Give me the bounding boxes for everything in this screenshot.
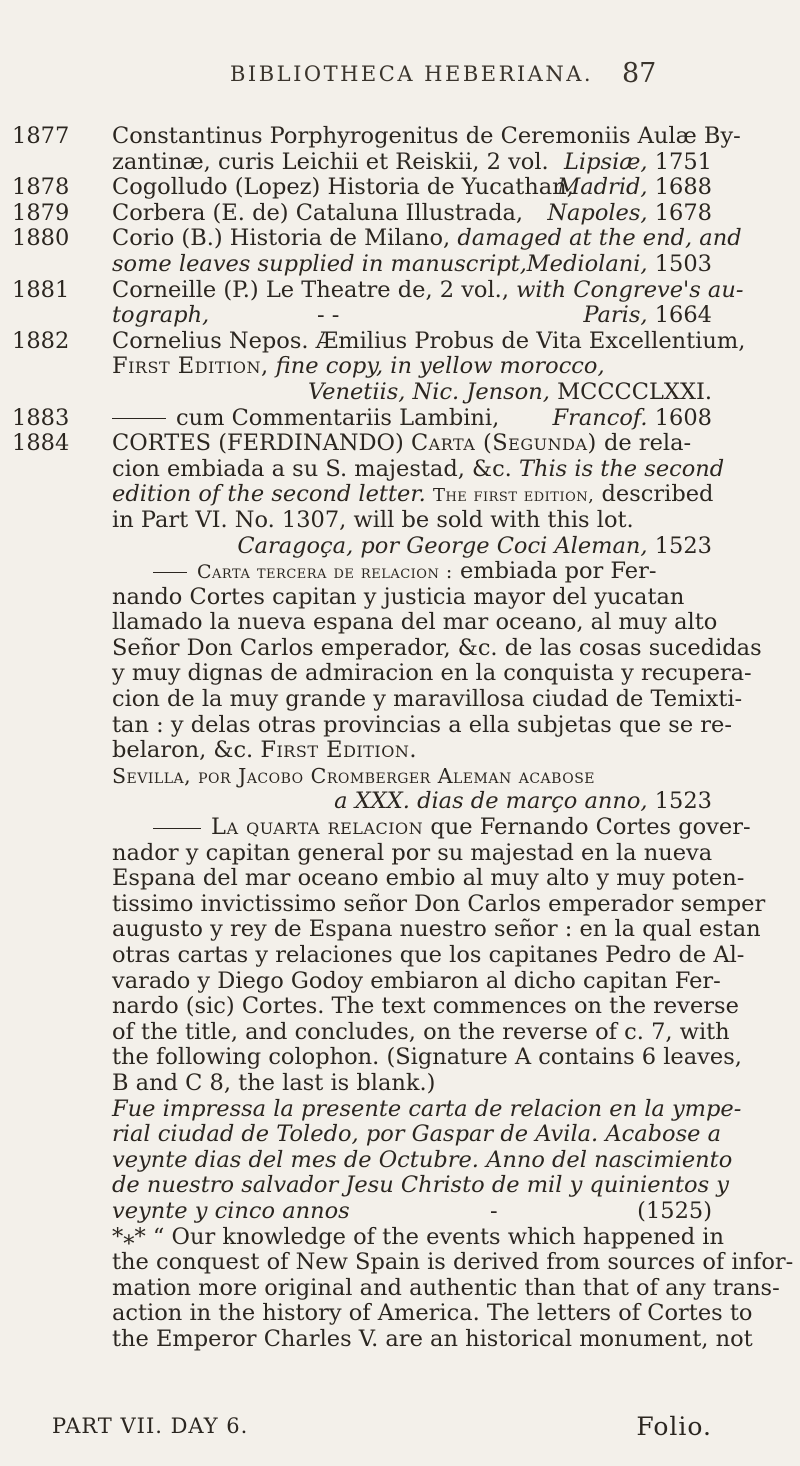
entry-line	[112, 609, 718, 636]
entry-line	[112, 711, 732, 739]
entry-year: MCCCCLXXI.	[557, 378, 712, 405]
entry-place: Napoles,	[547, 199, 648, 226]
entry-line	[112, 150, 712, 176]
entry-text: nando Cortes capitan y justicia mayor del yucatan	[112, 583, 685, 610]
note-line	[112, 1274, 780, 1302]
entry-line	[112, 534, 712, 560]
entry-line	[112, 942, 745, 969]
entry-1882	[12, 327, 746, 355]
lot-number: 1879	[12, 199, 70, 226]
entry-line	[112, 482, 712, 508]
entry-text: Espana del mar oceano embio al muy alto y muy poten-	[112, 865, 745, 892]
entry-year: 1678	[654, 199, 712, 226]
entry-text: cion de la muy grande y maravillosa ciudad de Temixti-	[112, 686, 743, 713]
entry-line	[112, 354, 712, 380]
entry-place: Venetiis, Nic. Jenson,	[307, 378, 550, 405]
note-text: mation more original and authentic than that of any trans-	[112, 1274, 780, 1301]
entry-1880	[12, 225, 742, 252]
colophon-line	[112, 1121, 722, 1148]
signature-mark: PART VII. DAY 6.	[52, 1414, 249, 1438]
entry-text: de rela-	[603, 430, 692, 457]
note-text: “ Our knowledge of the events which happened in	[152, 1223, 724, 1250]
entry-year: 1503	[654, 250, 712, 277]
entry-text: B and C 8, the last is blank.)	[112, 1069, 436, 1096]
entry-text: augusto y rey de Espana nuestro señor : en la qual estan	[112, 916, 761, 943]
entry-text: in Part VI. No. 1307, will be sold with this lot.	[112, 506, 634, 533]
entry-text: Constantinus Porphyrogenitus de Ceremoniis Aulæ By-	[112, 123, 741, 149]
edition-label: First Edition.	[260, 737, 417, 764]
lot-number: 1880	[12, 225, 70, 252]
entry-year: 1664	[654, 302, 712, 329]
entry-1881	[12, 276, 744, 304]
entry-line	[112, 738, 712, 764]
ditto-dash	[153, 828, 201, 829]
colophon-text: de nuestro salvador Jesu Christo de mil y quinientos y	[112, 1172, 730, 1199]
entry-text: belaron, &c.	[112, 737, 254, 764]
entry-text: cion embiada a su S. majestad, &c.	[112, 455, 512, 482]
entry-text: zantinæ, curis Leichii et Reiskii, 2 vol.	[112, 148, 549, 175]
entry-note: tograph,	[112, 302, 210, 329]
entry-place: Caragoça, por George Coci Aleman,	[237, 532, 648, 559]
entry-text: y muy dignas de admiracion en la conquista y recupera-	[112, 660, 752, 687]
entry-line	[112, 1018, 730, 1046]
entry-note: This is the second	[518, 455, 725, 482]
note-text: the Emperor Charles V. are an historical monument, not	[112, 1325, 753, 1352]
colophon-line	[112, 1095, 742, 1123]
entry-year: 1523	[654, 788, 712, 815]
colophon-line	[112, 1146, 733, 1174]
lot-number: 1884	[12, 430, 70, 457]
entry-line	[112, 660, 752, 687]
entry-year: 1751	[654, 148, 712, 175]
entry-line	[112, 993, 739, 1020]
entry-text: Señor Don Carlos emperador, &c. de las cosas sucedidas	[112, 634, 762, 661]
colophon-line	[112, 1172, 730, 1199]
note-line	[112, 1300, 753, 1327]
page-number: 87	[622, 58, 657, 89]
entry-line	[112, 890, 766, 918]
ditto-dash	[112, 418, 166, 419]
entry-text: cum Commentariis Lambini,	[176, 404, 500, 431]
entry-place: Paris,	[583, 302, 648, 329]
edition-label: The first edition,	[432, 485, 595, 507]
entry-place: Madrid,	[557, 174, 648, 201]
note-text: the conquest of New Spain is derived from sources of infor-	[112, 1249, 794, 1276]
edition-label: First Edition,	[112, 353, 269, 380]
lot-number: 1878	[12, 174, 70, 201]
page-footer	[52, 1412, 712, 1442]
colophon-text: rial ciudad de Toledo, por Gaspar de Avila. Acabose a	[112, 1121, 722, 1148]
entry-text: described	[601, 481, 714, 508]
entry-place: Lipsiæ,	[563, 148, 648, 175]
entry-line	[112, 634, 762, 662]
entry-text: Corio (B.) Historia de Milano,	[112, 225, 451, 252]
entry-1879	[12, 199, 712, 227]
entry-place: Francof.	[552, 404, 648, 431]
colophon-text: veynte dias del mes de Octubre. Anno del nascimiento	[112, 1146, 733, 1173]
entry-text: the following colophon. (Signature A contains 6 leaves,	[112, 1044, 742, 1071]
entry-title: Carta tercera de relacion :	[197, 561, 453, 584]
asterism-icon: *⁎*	[112, 1223, 146, 1250]
entry-line	[112, 252, 712, 278]
catchword: Folio.	[636, 1412, 712, 1441]
entry-year: 1608	[654, 404, 712, 431]
entry-1877	[12, 123, 741, 150]
entry-line	[112, 303, 712, 329]
entry-note: with Congreve's au-	[516, 276, 744, 303]
entry-1878	[12, 174, 712, 201]
entry-text: Corbera (E. de) Cataluna Illustrada,	[112, 199, 524, 226]
entry-line	[112, 789, 712, 815]
entry-line	[112, 916, 761, 943]
entry-text: nador y capitan general por su majestad en la nueva	[112, 839, 713, 866]
entry-text: tan : y delas otras provincias a ella subjetas que se re-	[112, 711, 732, 738]
catalogue-entries	[12, 123, 794, 1353]
entry-line	[112, 455, 725, 483]
entry-place: a XXX. dias de março anno,	[334, 788, 648, 815]
entry-line	[112, 1071, 712, 1097]
note-line	[112, 1223, 724, 1251]
entry-line	[112, 764, 712, 790]
colophon-text: veynte y cinco annos	[112, 1197, 350, 1224]
entry-line	[112, 865, 745, 892]
entry-line	[112, 686, 743, 713]
entry-place: Mediolani,	[526, 250, 648, 277]
entry-note: fine copy, in yellow morocco,	[275, 353, 605, 380]
running-title: BIBLIOTHECA HEBERIANA.	[230, 62, 594, 86]
entry-note: edition of the second letter.	[112, 481, 426, 508]
colophon-text: Fue impressa la presente carta de relacion en la ympe-	[112, 1095, 742, 1122]
entry-text: of the title, and concludes, on the reverse of c. 7, with	[112, 1018, 730, 1045]
entry-line	[112, 585, 712, 611]
entry-text: otras cartas y relaciones que los capitanes Pedro de Al-	[112, 942, 745, 968]
entry-text: que Fernando Cortes gover-	[430, 814, 751, 841]
entry-line	[112, 380, 712, 406]
entry-author: CORTES (FERDINANDO)	[112, 430, 404, 457]
leader-dashes: - -	[317, 302, 340, 329]
lot-number: 1877	[12, 123, 70, 149]
entry-text: embiada por Fer-	[459, 558, 657, 585]
lot-number: 1882	[12, 327, 70, 354]
leader-dash: -	[490, 1197, 498, 1224]
entry-line	[112, 841, 712, 867]
entry-line	[112, 967, 721, 995]
lot-number: 1881	[12, 276, 70, 303]
entry-quarta	[112, 814, 751, 841]
entry-text: varado y Diego Godoy embiaron al dicho capitan Fer-	[112, 967, 721, 994]
entry-text: tissimo invictissimo señor Don Carlos emperador semper	[112, 890, 766, 917]
note-text: action in the history of America. The letters of Cortes to	[112, 1300, 753, 1327]
colophon-line	[112, 1199, 712, 1225]
entry-year: 1523	[654, 532, 712, 559]
lot-number: 1883	[12, 404, 70, 431]
entry-text: Cornelius Nepos. Æmilius Probus de Vita Excellentium,	[112, 327, 746, 354]
entry-note: damaged at the end, and	[457, 225, 742, 252]
imprint: Sevilla, por Jacobo Cromberger Aleman acabose	[112, 763, 596, 788]
ditto-dash	[153, 572, 187, 573]
entry-title: Carta (Segunda)	[410, 430, 597, 457]
entry-1884	[12, 430, 712, 457]
entry-line	[112, 1044, 742, 1071]
running-head	[0, 58, 800, 98]
entry-tercera	[112, 559, 712, 585]
entry-title: La quarta relacion	[211, 814, 424, 841]
note-line	[112, 1325, 753, 1353]
entry-line	[112, 508, 712, 534]
entry-text: Cogolludo (Lopez) Historia de Yucathan,	[112, 174, 574, 201]
entry-1883	[12, 404, 712, 432]
entry-text: nardo (sic) Cortes. The text commences on the reverse	[112, 993, 739, 1020]
entry-year: (1525)	[637, 1197, 712, 1224]
entry-year: 1688	[654, 174, 712, 201]
entry-text: Corneille (P.) Le Theatre de, 2 vol.,	[112, 276, 509, 303]
entry-text: llamado la nueva espana del mar oceano, al muy alto	[112, 609, 718, 636]
note-line	[112, 1249, 794, 1276]
entry-note: some leaves supplied in manuscript,	[112, 250, 527, 277]
